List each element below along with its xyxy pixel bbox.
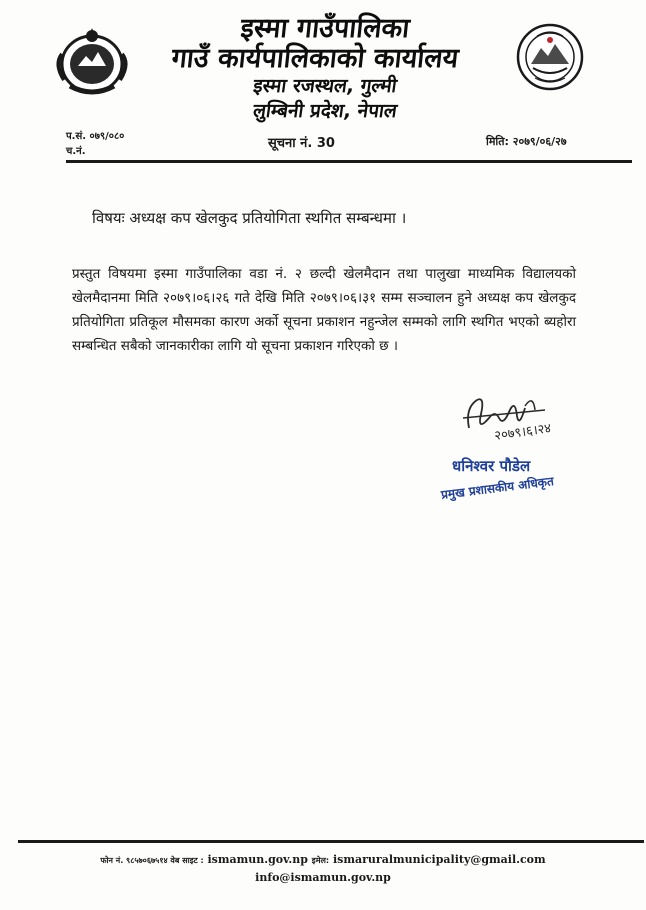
fiscal-year: प.सं. ०७९/०८०: [66, 131, 125, 142]
notice-body: प्रस्तुत विषयमा इस्मा गाउँपालिका वडा नं. २ छल्दी खेलमैदान तथा पालुखा माध्यमिक विद्यालयको खेलमैदानमा मिति २०७९।०६।२६ गते देखि मिति २०७९।०६।३१ सम्म सञ्चालन हुने अध्यक्ष कप खेलकुद प्रतियोगिता प्रतिकूल मौसमका कारण अर्को सूचना प्रकाशन नहुन्जेल सम्मको लागि स्थगित भएको ब्यहोरा सम्बन्धित सबैको जानकारीका लागि यो सूचना प्रकाशन गरिएको छ ।: [72, 266, 576, 354]
office-letterhead: [140, 14, 510, 124]
header-divider: [66, 160, 632, 163]
office-address: इस्मा रजस्थल, गुल्मी: [251, 75, 399, 97]
municipality-name: इस्मा गाउँपालिका: [239, 13, 412, 44]
province-country: लुम्बिनी प्रदेश, नेपाल: [251, 100, 399, 122]
contact-footer: [0, 851, 646, 886]
handwritten-signature: [455, 388, 595, 448]
reference-numbers: [66, 129, 124, 159]
notice-number: सूचना नं. 30: [268, 136, 335, 151]
signature-date: २०७९।६।२४: [493, 421, 553, 444]
office-name: गाउँ कार्यपालिकाको कार्यालय: [170, 43, 460, 74]
notice-date: मिति: २०७९/०६/२७: [486, 135, 567, 148]
footer-divider: [18, 840, 644, 843]
subject-line: विषयः अध्यक्ष कप खेलकुद प्रतियोगिता स्थगित सम्बन्धमा ।: [92, 209, 407, 227]
website-link[interactable]: ismamun.gov.np: [207, 853, 308, 866]
email-link-primary[interactable]: ismaruralmunicipality@gmail.com: [332, 853, 546, 866]
dispatch-number: च.नं.: [66, 146, 86, 157]
signer-title: प्रमुख प्रशासकीय अधिकृत: [440, 474, 555, 502]
email-label: इमेल:: [311, 856, 330, 865]
phone-label: फोन नं. ९८५७०६७५१४ वेब साइट :: [100, 856, 204, 865]
email-link-secondary[interactable]: info@ismamun.gov.np: [255, 871, 391, 884]
municipality-logo-icon: [515, 22, 585, 92]
signer-name: धनिश्वर पौडेल: [452, 457, 531, 475]
